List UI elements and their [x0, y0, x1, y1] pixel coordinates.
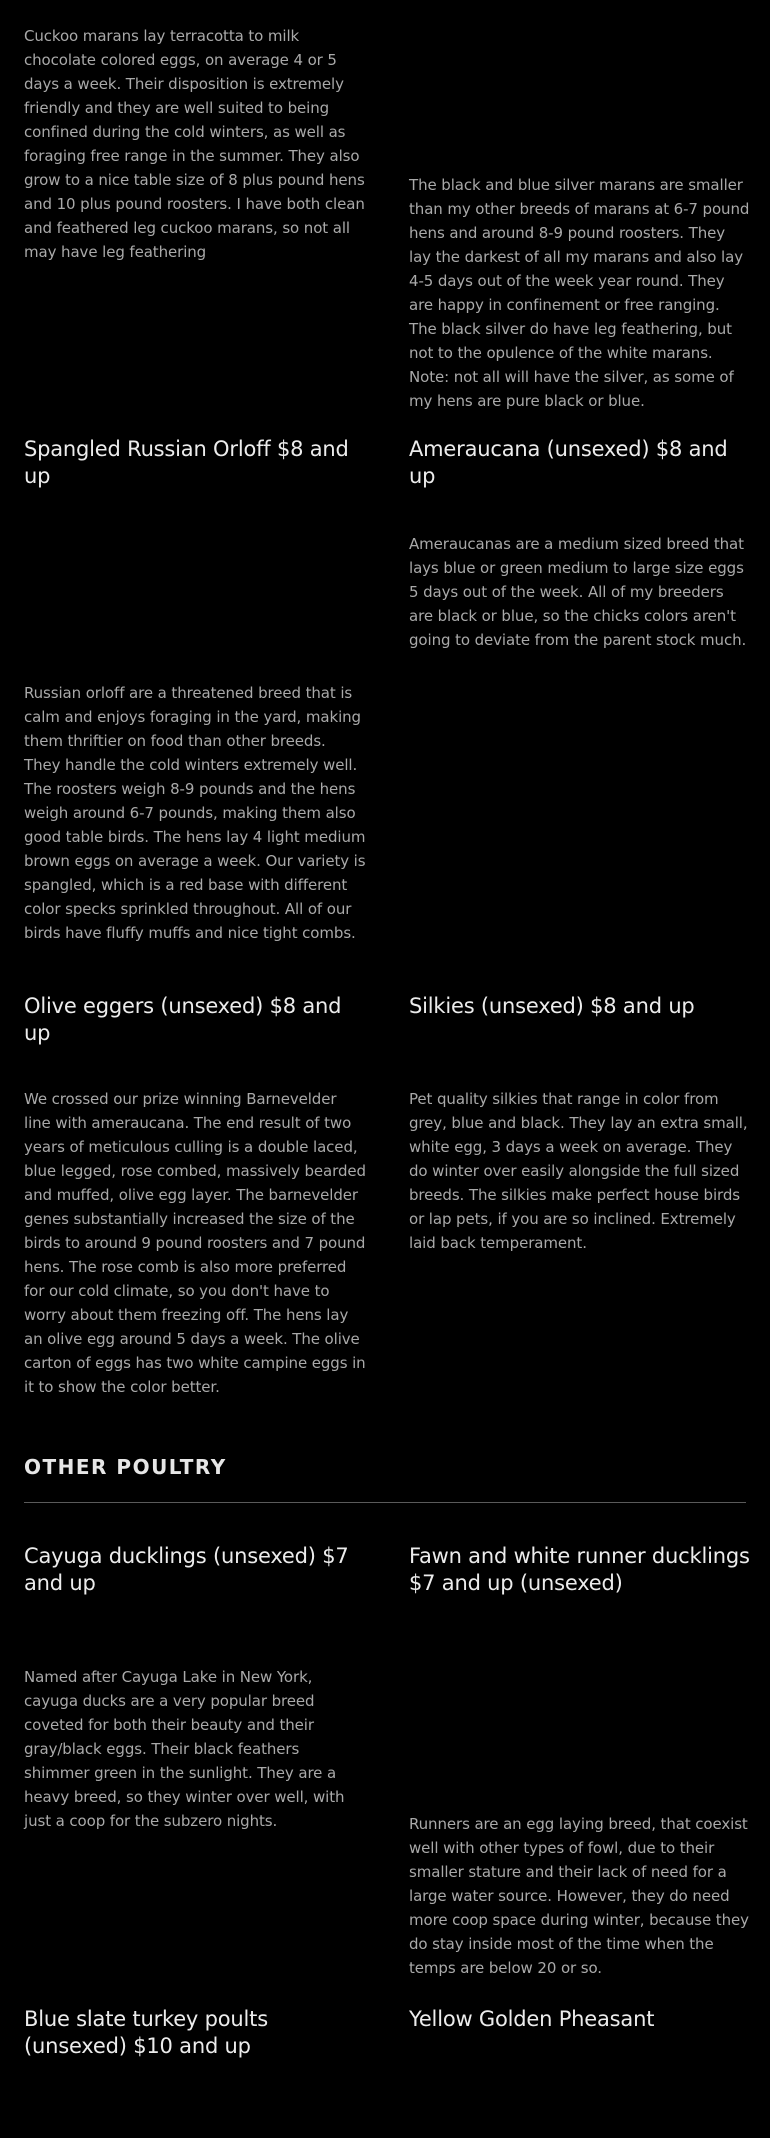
cayuga-image	[24, 1600, 366, 1670]
silkies-image	[409, 1035, 751, 1085]
section-divider	[24, 1502, 746, 1503]
orloff-description: Russian orloff are a threatened breed that is calm and enjoys foraging in the yard, making them thriftier on food than other breeds. They handle the cold winters extremely well. The roosters weigh 8-9 pounds and the hens weigh around 6-7 pounds, making them also good table birds. The hens lay 4 light medium brown eggs on average a week. Our variety is spangled, which is a red base with different color specks sprinkled throughout. All of our birds have fluffy muffs and nice tight combs.	[24, 684, 366, 942]
runner-description: Runners are an egg laying breed, that coexist well with other types of fowl, due to their smaller stature and their lack of need for a large water source. However, they do need more coop space during winter, because they do stay inside most of the time when the temps are below 20 or so.	[409, 1815, 749, 1977]
cayuga-title: Cayuga ducklings (unsexed) $7 and up	[24, 1544, 349, 1595]
cayuga-description: Named after Cayuga Lake in New York, cayuga ducks are a very popular breed coveted for both their beauty and their gray/black eggs. Their black feathers shimmer green in the sunlight. They are a heavy breed, so they winter over well, with just a coop for the subzero nights.	[24, 1668, 345, 1830]
olive-eggers-image	[24, 1035, 366, 1085]
black-blue-marans-description: The black and blue silver marans are smaller than my other breeds of marans at 6-7 pound hens and around 8-9 pound roosters. They lay the darkest of all my marans and also lay 4-5 days out of the week year round. They are happy in confinement or free ranging. The black silver do have leg feathering, but not to the opulence of the white marans. Note: not all will have the silver, as some of my hens are pure black or blue.	[409, 176, 750, 410]
silkies-title: Silkies (unsexed) $8 and up	[409, 994, 695, 1018]
runner-title: Fawn and white runner ducklings $7 and up (unsexed)	[409, 1544, 750, 1595]
ameraucana-image	[409, 480, 751, 530]
ameraucana-description: Ameraucanas are a medium sized breed that lays blue or green medium to large size eggs 5 days out of the week. All of my breeders are black or blue, so the chicks colors aren't going to deviate from the parent stock much.	[409, 535, 747, 649]
turkey-title: Blue slate turkey poults (unsexed) $10 and up	[24, 2007, 268, 2058]
runner-image	[409, 1600, 751, 1810]
cuckoo-marans-description: Cuckoo marans lay terracotta to milk chocolate colored eggs, on average 4 or 5 days a week. Their disposition is extremely friendly and they are well suited to being confined during the cold winters, as well as foraging free range in the summer. They also grow to a nice table size of 8 plus pound hens and 10 plus pound roosters. I have both clean and feathered leg cuckoo marans, so not all may have leg feathering	[24, 27, 365, 261]
other-poultry-heading: OTHER POULTRY	[24, 1455, 227, 1479]
orloff-title: Spangled Russian Orloff $8 and up	[24, 437, 349, 488]
olive-eggers-title: Olive eggers (unsexed) $8 and up	[24, 994, 342, 1045]
cuckoo-marans-image	[24, 0, 366, 20]
silkies-description: Pet quality silkies that range in color from grey, blue and black. They lay an extra small, white egg, 3 days a week on average. They do winter over easily alongside the full sized breeds. The silkies make perfect house birds or lap pets, if you are so inclined. Extremely laid back temperament.	[409, 1090, 748, 1252]
orloff-image	[24, 480, 366, 680]
ameraucana-title: Ameraucana (unsexed) $8 and up	[409, 437, 728, 488]
olive-eggers-description: We crossed our prize winning Barnevelder line with ameraucana. The end result of two years of meticulous culling is a double laced, blue legged, rose combed, massively bearded and muffed, olive egg layer. The barnevelder genes substantially increased the size of the birds to around 9 pound roosters and 7 pound hens. The rose comb is also more preferred for our cold climate, so you don't have to worry about them freezing off. The hens lay an olive egg around 5 days a week. The olive carton of eggs has two white campine eggs in it to show the color better.	[24, 1090, 366, 1396]
black-blue-marans-image	[409, 20, 751, 170]
pheasant-title: Yellow Golden Pheasant	[409, 2007, 655, 2031]
